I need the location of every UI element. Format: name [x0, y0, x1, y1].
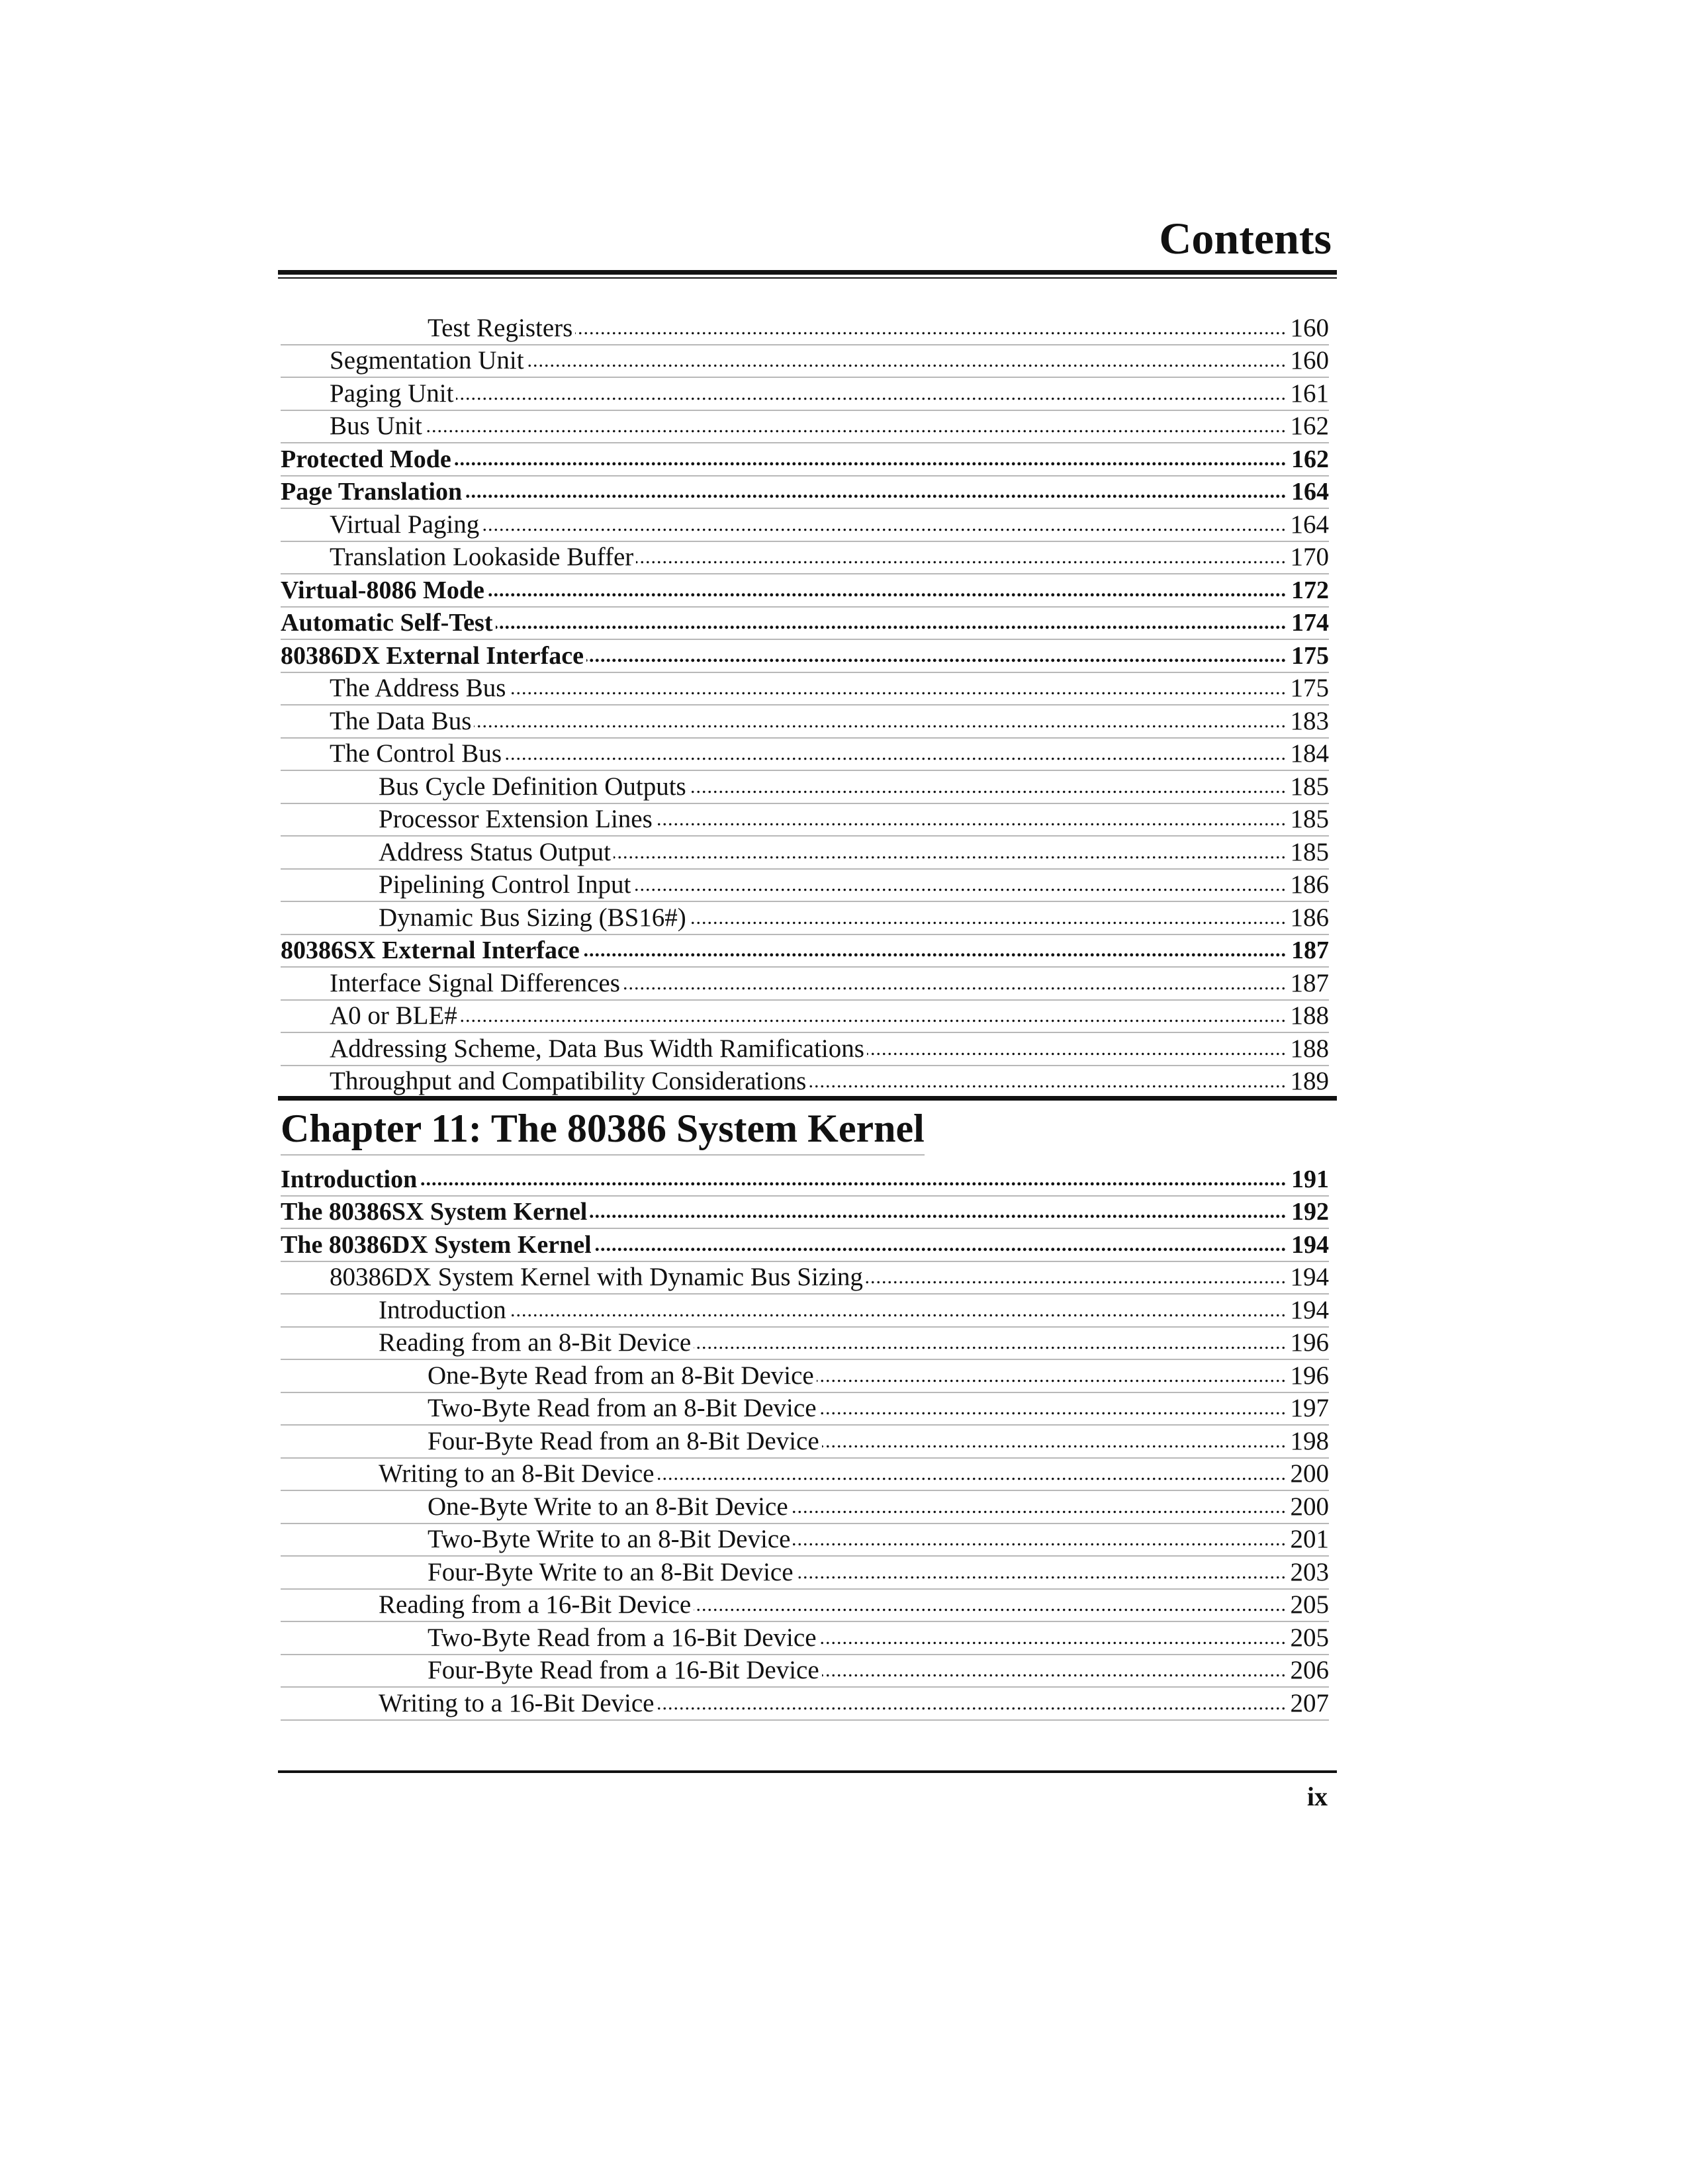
- toc-entry-label: Introduction: [281, 1165, 418, 1193]
- toc-entry-label: Bus Cycle Definition Outputs: [379, 772, 686, 801]
- toc-dot-leader: [867, 1034, 1287, 1064]
- toc-dot-leader: [694, 1328, 1287, 1357]
- toc-entry-page: 162: [1290, 412, 1329, 440]
- toc-entry-label: Four-Byte Read from a 16-Bit Device: [428, 1656, 819, 1684]
- toc-list-continued: [281, 312, 1329, 1099]
- toc-entry[interactable]: [281, 1655, 1329, 1688]
- toc-entry[interactable]: [281, 1459, 1329, 1492]
- toc-entry[interactable]: [281, 1295, 1329, 1328]
- toc-entry-label: The Address Bus: [330, 674, 506, 702]
- toc-entry-label: One-Byte Write to an 8-Bit Device: [428, 1492, 788, 1521]
- header-rule-thick: [278, 270, 1337, 275]
- toc-entry[interactable]: [281, 1033, 1329, 1066]
- toc-entry-label: 80386DX System Kernel with Dynamic Bus Sizing: [330, 1263, 863, 1291]
- toc-entry[interactable]: [281, 1328, 1329, 1361]
- toc-entry-page: 205: [1290, 1590, 1329, 1619]
- toc-entry-label: Dynamic Bus Sizing (BS16#): [379, 903, 686, 932]
- toc-entry-label: Protected Mode: [281, 445, 451, 473]
- toc-entry-page: 189: [1290, 1067, 1329, 1095]
- toc-entry[interactable]: [281, 574, 1329, 608]
- toc-entry[interactable]: [281, 1163, 1329, 1197]
- toc-entry[interactable]: [281, 542, 1329, 575]
- toc-entry-page: 175: [1290, 674, 1329, 702]
- toc-entry[interactable]: [281, 640, 1329, 673]
- toc-entry[interactable]: [281, 477, 1329, 510]
- toc-entry-label: Interface Signal Differences: [330, 968, 620, 997]
- toc-entry-label: Reading from a 16-Bit Device: [379, 1590, 692, 1619]
- toc-dot-leader: [575, 314, 1287, 343]
- toc-entry-page: 191: [1291, 1165, 1329, 1193]
- header-rule-thin: [278, 277, 1337, 279]
- toc-entry-page: 185: [1290, 837, 1329, 866]
- toc-entry-label: Address Status Output: [379, 837, 611, 866]
- toc-entry[interactable]: [281, 1360, 1329, 1393]
- toc-entry-label: Two-Byte Read from a 16-Bit Device: [428, 1623, 817, 1652]
- toc-entry[interactable]: [281, 1393, 1329, 1426]
- toc-dot-leader: [420, 1165, 1287, 1194]
- toc-entry-page: 200: [1290, 1492, 1329, 1521]
- toc-entry[interactable]: [281, 1001, 1329, 1034]
- toc-entry-label: Paging Unit: [330, 379, 454, 408]
- toc-entry[interactable]: [281, 935, 1329, 968]
- toc-entry-label: Translation Lookaside Buffer: [330, 543, 634, 571]
- toc-entry-label: Page Translation: [281, 478, 463, 506]
- toc-dot-leader: [456, 379, 1287, 408]
- toc-entry-label: A0 or BLE#: [330, 1001, 457, 1030]
- toc-entry[interactable]: [281, 870, 1329, 903]
- toc-dot-leader: [796, 1558, 1287, 1587]
- toc-list-chapter: [281, 1163, 1329, 1721]
- toc-entry[interactable]: [281, 739, 1329, 772]
- toc-dot-leader: [582, 936, 1287, 965]
- toc-entry-page: 188: [1290, 1001, 1329, 1030]
- toc-entry[interactable]: [281, 1229, 1329, 1262]
- toc-entry-page: 203: [1290, 1557, 1329, 1586]
- toc-entry[interactable]: [281, 1197, 1329, 1230]
- toc-entry-label: Four-Byte Read from an 8-Bit Device: [428, 1426, 819, 1455]
- toc-entry[interactable]: [281, 411, 1329, 444]
- toc-entry-label: 80386DX External Interface: [281, 641, 584, 670]
- toc-entry-page: 164: [1290, 510, 1329, 539]
- toc-dot-leader: [819, 1394, 1287, 1423]
- toc-entry[interactable]: [281, 1262, 1329, 1295]
- toc-entry-label: Virtual Paging: [330, 510, 480, 539]
- toc-entry-page: 201: [1290, 1525, 1329, 1553]
- toc-dot-leader: [586, 641, 1287, 670]
- toc-entry-label: Addressing Scheme, Data Bus Width Ramifications: [330, 1034, 864, 1063]
- toc-entry-page: 192: [1291, 1198, 1329, 1226]
- toc-dot-leader: [822, 1427, 1287, 1456]
- toc-dot-leader: [655, 805, 1287, 834]
- toc-entry-page: 160: [1290, 313, 1329, 342]
- toc-entry[interactable]: [281, 771, 1329, 804]
- toc-entry[interactable]: [281, 1557, 1329, 1590]
- toc-entry[interactable]: [281, 968, 1329, 1001]
- toc-entry[interactable]: [281, 1066, 1329, 1099]
- footer-rule: [278, 1770, 1337, 1773]
- toc-dot-leader: [425, 412, 1287, 441]
- toc-entry-label: 80386SX External Interface: [281, 936, 580, 964]
- toc-entry[interactable]: [281, 1590, 1329, 1623]
- toc-entry-page: 187: [1290, 968, 1329, 997]
- toc-entry-label: Virtual-8086 Mode: [281, 576, 484, 604]
- toc-entry-page: 194: [1291, 1230, 1329, 1259]
- toc-entry-page: 185: [1290, 805, 1329, 833]
- toc-dot-leader: [657, 1689, 1287, 1718]
- toc-entry-label: Bus Unit: [330, 412, 422, 440]
- page-number: ix: [1306, 1782, 1328, 1811]
- toc-entry-page: 207: [1290, 1688, 1329, 1717]
- toc-dot-leader: [694, 1590, 1287, 1619]
- toc-dot-leader: [474, 707, 1287, 736]
- toc-dot-leader: [793, 1525, 1287, 1554]
- toc-entry-page: 206: [1290, 1656, 1329, 1684]
- chapter-rule: [278, 1096, 1337, 1101]
- toc-entry-label: Segmentation Unit: [330, 346, 524, 375]
- toc-dot-leader: [689, 772, 1287, 801]
- toc-dot-leader: [819, 1623, 1287, 1653]
- toc-entry-label: The 80386DX System Kernel: [281, 1230, 592, 1259]
- toc-entry-label: Processor Extension Lines: [379, 805, 653, 833]
- toc-entry-label: Two-Byte Write to an 8-Bit Device: [428, 1525, 791, 1553]
- toc-entry-label: The Data Bus: [330, 706, 472, 735]
- toc-entry-label: Four-Byte Write to an 8-Bit Device: [428, 1557, 794, 1586]
- toc-entry[interactable]: [281, 902, 1329, 935]
- toc-entry[interactable]: [281, 1524, 1329, 1557]
- toc-entry-page: 186: [1290, 870, 1329, 899]
- page-title: Contents: [1159, 213, 1332, 263]
- toc-dot-leader: [817, 1361, 1287, 1390]
- toc-entry-page: 197: [1290, 1394, 1329, 1422]
- toc-dot-leader: [454, 445, 1287, 474]
- toc-dot-leader: [633, 870, 1287, 899]
- toc-entry-label: Two-Byte Read from an 8-Bit Device: [428, 1394, 817, 1422]
- toc-dot-leader: [487, 576, 1287, 605]
- toc-dot-leader: [791, 1492, 1287, 1522]
- toc-dot-leader: [590, 1197, 1287, 1226]
- toc-entry-page: 194: [1290, 1263, 1329, 1291]
- toc-entry-page: 187: [1291, 936, 1329, 964]
- toc-entry-label: Writing to an 8-Bit Device: [379, 1459, 655, 1488]
- toc-entry-page: 162: [1291, 445, 1329, 473]
- toc-entry-label: Introduction: [379, 1295, 506, 1324]
- toc-entry[interactable]: [281, 837, 1329, 870]
- toc-entry[interactable]: [281, 345, 1329, 379]
- header-rule: [278, 270, 1337, 279]
- toc-dot-leader: [527, 346, 1287, 375]
- toc-entry[interactable]: [281, 1622, 1329, 1655]
- toc-dot-leader: [636, 543, 1287, 572]
- toc-entry-page: 174: [1291, 609, 1329, 637]
- toc-entry-page: 200: [1290, 1459, 1329, 1488]
- toc-entry-page: 172: [1291, 576, 1329, 604]
- toc-entry[interactable]: [281, 1688, 1329, 1721]
- toc-entry[interactable]: [281, 509, 1329, 542]
- toc-entry-page: 185: [1290, 772, 1329, 801]
- toc-entry-label: Writing to a 16-Bit Device: [379, 1688, 655, 1717]
- toc-entry[interactable]: [281, 673, 1329, 706]
- toc-entry[interactable]: [281, 443, 1329, 477]
- toc-entry-label: Throughput and Compatibility Considerations: [330, 1067, 807, 1095]
- toc-entry-page: 170: [1290, 543, 1329, 571]
- toc-entry-page: 183: [1290, 706, 1329, 735]
- toc-entry-page: 184: [1290, 739, 1329, 768]
- toc-entry-page: 164: [1291, 478, 1329, 506]
- toc-entry[interactable]: [281, 312, 1329, 345]
- toc-entry[interactable]: [281, 804, 1329, 837]
- toc-entry-page: 186: [1290, 903, 1329, 932]
- toc-dot-leader: [809, 1067, 1287, 1096]
- toc-entry-label: Reading from an 8-Bit Device: [379, 1328, 692, 1357]
- toc-entry[interactable]: [281, 1426, 1329, 1459]
- toc-dot-leader: [614, 838, 1287, 867]
- toc-dot-leader: [509, 674, 1287, 703]
- toc-dot-leader: [689, 903, 1287, 933]
- toc-dot-leader: [623, 969, 1287, 998]
- toc-dot-leader: [460, 1001, 1287, 1030]
- toc-dot-leader: [657, 1459, 1287, 1488]
- toc-entry-page: 196: [1290, 1328, 1329, 1357]
- toc-entry-page: 175: [1291, 641, 1329, 670]
- toc-entry-label: The 80386SX System Kernel: [281, 1198, 588, 1226]
- toc-entry-page: 160: [1290, 346, 1329, 375]
- toc-entry-page: 161: [1290, 379, 1329, 408]
- toc-entry-page: 188: [1290, 1034, 1329, 1063]
- toc-entry-label: The Control Bus: [330, 739, 502, 768]
- toc-entry[interactable]: [281, 705, 1329, 739]
- toc-entry-page: 194: [1290, 1295, 1329, 1324]
- toc-entry-page: 205: [1290, 1623, 1329, 1652]
- toc-dot-leader: [504, 739, 1287, 768]
- toc-entry-page: 196: [1290, 1361, 1329, 1390]
- toc-dot-leader: [594, 1230, 1287, 1259]
- toc-dot-leader: [822, 1656, 1287, 1685]
- toc-dot-leader: [866, 1263, 1287, 1292]
- toc-entry-label: One-Byte Read from an 8-Bit Device: [428, 1361, 814, 1390]
- toc-entry-label: Automatic Self-Test: [281, 609, 493, 637]
- toc-entry-label: Test Registers: [428, 313, 573, 342]
- toc-entry[interactable]: [281, 378, 1329, 411]
- toc-entry[interactable]: [281, 1491, 1329, 1524]
- toc-dot-leader: [465, 477, 1287, 506]
- toc-entry-label: Pipelining Control Input: [379, 870, 631, 899]
- chapter-title: Chapter 11: The 80386 System Kernel: [281, 1103, 925, 1156]
- toc-dot-leader: [509, 1296, 1287, 1325]
- toc-entry-page: 198: [1290, 1426, 1329, 1455]
- toc-dot-leader: [496, 608, 1287, 637]
- toc-dot-leader: [482, 510, 1287, 539]
- toc-entry[interactable]: [281, 608, 1329, 641]
